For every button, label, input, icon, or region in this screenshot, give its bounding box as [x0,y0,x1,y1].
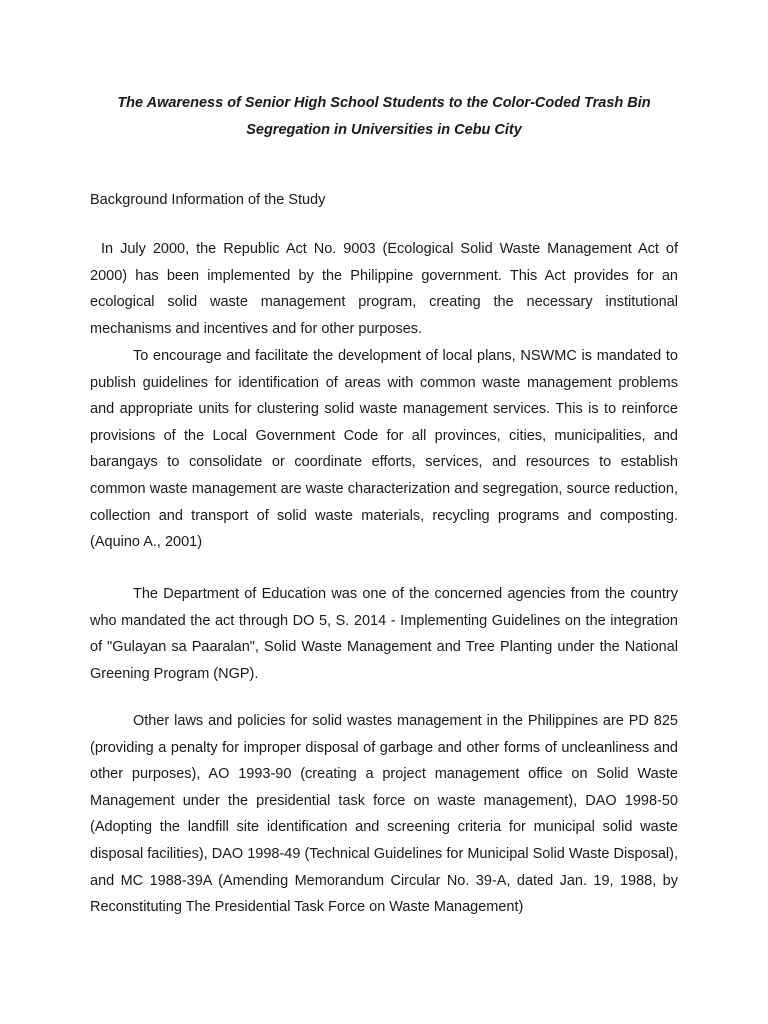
title-line-2: Segregation in Universities in Cebu City [246,122,522,138]
paragraph-1: In July 2000, the Republic Act No. 9003 (Ecological Solid Waste Management Act of 2000) has been implemented by the Philippine government. This Act provides for an ecological solid waste management program, creating the necessary institutional mechanisms and incentives and for other purposes. [90,241,678,337]
paragraph-3: The Department of Education was one of the concerned agencies from the country who mandated the act through DO 5, S. 2014 - Implementing Guidelines on the integration of "Gulayan sa Paaralan", Solid Waste Management and Tree Planting under the National Greening Program (NGP). [90,586,678,682]
paragraph-4: Other laws and policies for solid wastes management in the Philippines are PD 825 (providing a penalty for improper disposal of garbage and other forms of uncleanliness and other purposes), AO 1993-90 (creating a project management office on Solid Waste Management under the presidential task force on waste management), DAO 1998-50 (Adopting the landfill site identification and screening criteria for municipal solid waste disposal facilities), DAO 1998-49 (Technical Guidelines for Municipal Solid Waste Disposal), and MC 1988-39A (Amending Memorandum Circular No. 39-A, dated Jan. 19, 1988, by Reconstituting The Presidential Task Force on Waste Management) [90,713,678,916]
document-title [90,90,678,144]
paragraph-2: To encourage and facilitate the development of local plans, NSWMC is mandated to publish guidelines for identification of areas with common waste management problems and appropriate units for clustering solid waste management services. This is to reinforce provisions of the Local Government Code for all provinces, cities, municipalities, and barangays to consolidate or coordinate efforts, services, and resources to establish common waste management are waste characterization and segregation, source reduction, collection and transport of solid waste materials, recycling programs and composting. (Aquino A., 2001) [90,348,678,551]
section-heading: Background Information of the Study [90,192,326,208]
title-line-1: The Awareness of Senior High School Students to the Color-Coded Trash Bin [117,95,651,111]
